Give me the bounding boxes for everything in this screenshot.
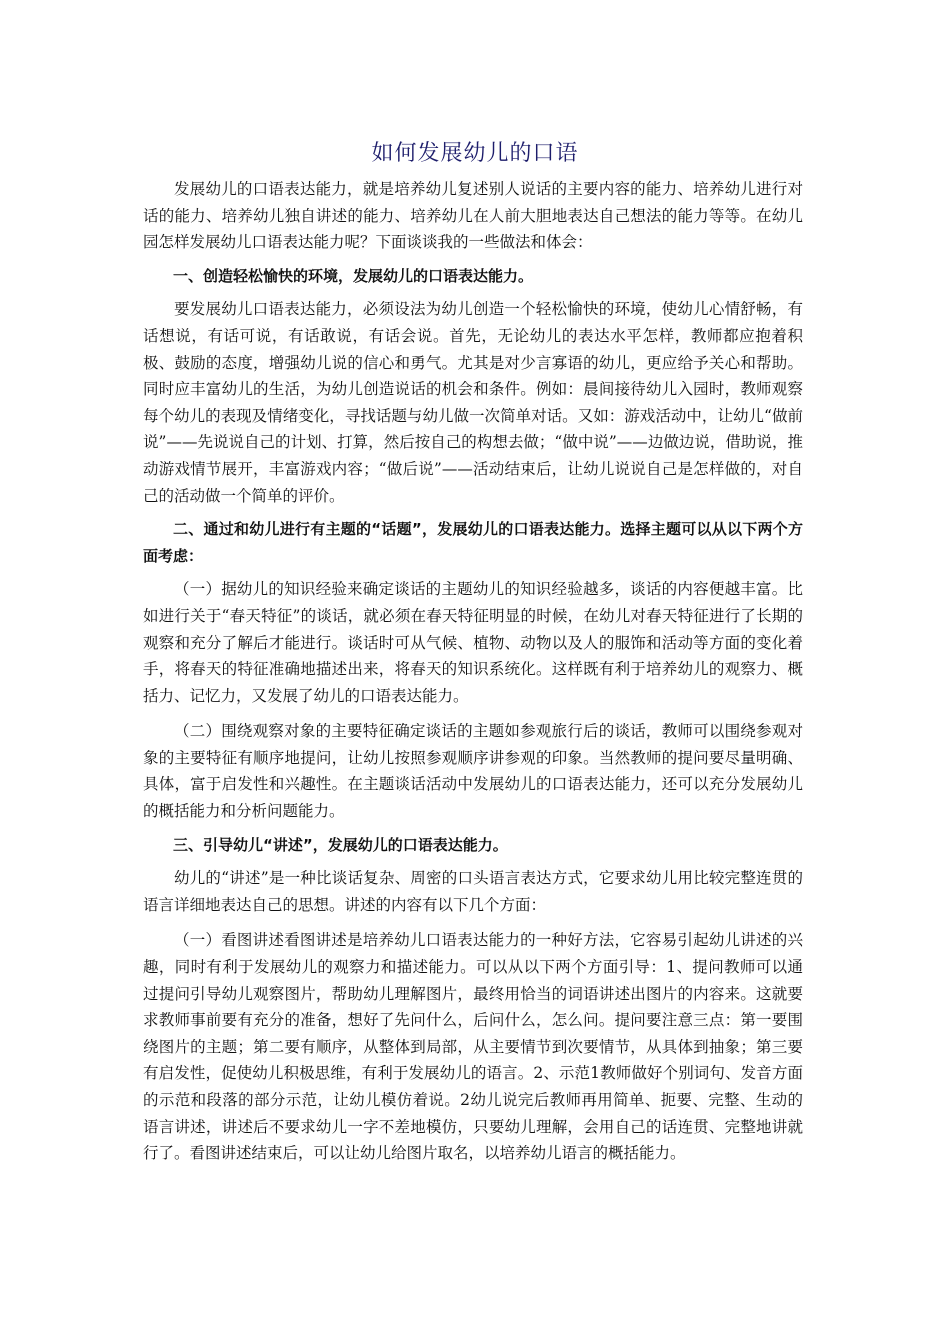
section-2-paragraph-2: （二）围绕观察对象的主要特征确定谈话的主题如参观旅行后的谈话，教师可以围绕参观对象的主要特征有顺序地提问，让幼儿按照参观顺序讲参观的印象。当然教师的提问要尽量明确、具体，富于启发性和兴趣性。在主题谈话活动中发展幼儿的口语表达能力，还可以充分发展幼儿的概括能力和分析问题能力。 [143,722,803,821]
intro-paragraph: 发展幼儿的口语表达能力，就是培养幼儿复述别人说话的主要内容的能力、培养幼儿进行对话的能力、培养幼儿独自讲述的能力、培养幼儿在人前大胆地表达自己想法的能力等等。在幼儿园怎样发展幼儿口语表达能力呢？下面谈谈我的一些做法和体会： [143,180,803,252]
section-1-paragraph: 要发展幼儿口语表达能力，必须设法为幼儿创造一个轻松愉快的环境，使幼儿心情舒畅，有话想说，有话可说，有话敢说，有话会说。首先，无论幼儿的表达水平怎样，教师都应抱着积极、鼓励的态度，增强幼儿说的信心和勇气。尤其是对少言寡语的幼儿，更应给予关心和帮助。同时应丰富幼儿的生活，为幼儿创造说话的机会和条件。例如：晨间接待幼儿入园时，教师观察每个幼儿的表现及情绪变化，寻找话题与幼儿做一次简单对话。又如：游戏活动中，让幼儿“做前说”——先说说自己的计划、打算，然后按自己的构想去做；“做中说”——边做边说，借助说，推动游戏情节展开，丰富游戏内容；“做后说”——活动结束后，让幼儿说说自己是怎样做的，对自己的活动做一个简单的评价。 [143,300,803,505]
document-body [143,176,803,1167]
document-title: 如何发展幼儿的口语 [371,141,579,166]
section-2-paragraph-1: （一）据幼儿的知识经验来确定谈话的主题幼儿的知识经验越多，谈话的内容便越丰富。比如进行关于“春天特征”的谈话，就必须在春天特征明显的时候，在幼儿对春天特征进行了长期的观察和充分了解后才能进行。谈话时可从气候、植物、动物以及人的服饰和活动等方面的变化着手，将春天的特征准确地描述出来，将春天的知识系统化。这样既有利于培养幼儿的观察力、概括力、记忆力，又发展了幼儿的口语表达能力。 [143,580,803,705]
section-3-paragraph-2: （一）看图讲述看图讲述是培养幼儿口语表达能力的一种好方法，它容易引起幼儿讲述的兴趣，同时有利于发展幼儿的观察力和描述能力。可以从以下两个方面引导：1、提问教师可以通过提问引导幼儿观察图片，帮助幼儿理解图片，最终用恰当的词语讲述出图片的内容来。这就要求教师事前要有充分的准备，想好了先问什么，后问什么，怎么问。提问要注意三点：第一要围绕图片的主题；第二要有顺序，从整体到局部，从主要情节到次要情节，从具体到抽象；第三要有启发性，促使幼儿积极思维，有利于发展幼儿的语言。2、示范1教师做好个别词句、发音方面的示范和段落的部分示范，让幼儿模仿着说。2幼儿说完后教师再用简单、扼要、完整、生动的语言讲述，讲述后不要求幼儿一字不差地模仿，只要幼儿理解，会用自己的话连贯、完整地讲就行了。看图讲述结束后，可以让幼儿给图片取名，以培养幼儿语言的概括能力。 [143,931,803,1163]
section-heading-1: 一、创造轻松愉快的环境，发展幼儿的口语表达能力。 [173,266,534,285]
section-heading-2: 二、通过和幼儿进行有主题的“话题”，发展幼儿的口语表达能力。选择主题可以从以下两个方面考虑： [143,520,803,565]
section-3-paragraph-1: 幼儿的“讲述”是一种比谈话复杂、周密的口头语言表达方式，它要求幼儿用比较完整连贯的语言详细地表达自己的思想。讲述的内容有以下几个方面： [143,869,803,914]
section-heading-3: 三、引导幼儿“讲述”，发展幼儿的口语表达能力。 [173,835,508,854]
